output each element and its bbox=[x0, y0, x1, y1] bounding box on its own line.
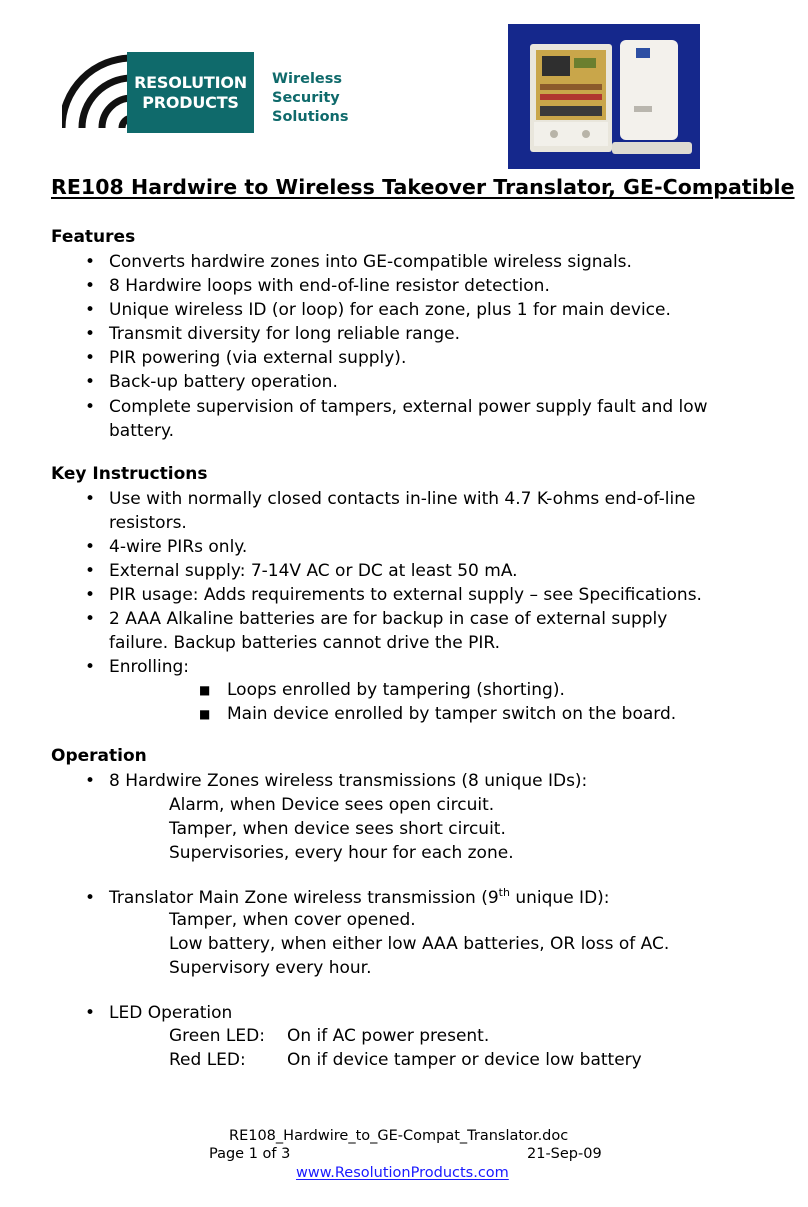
zones-line: Supervisories, every hour for each zone. bbox=[169, 843, 514, 863]
logo-line-1: RESOLUTION bbox=[134, 72, 247, 92]
square-bullet: ■ bbox=[199, 683, 211, 697]
led-value: On if AC power present. bbox=[287, 1026, 490, 1046]
product-photo bbox=[508, 24, 700, 169]
main-zone-line: Low battery, when either low AAA batteries, OR loss of AC. bbox=[169, 934, 670, 954]
led-label: Green LED: bbox=[169, 1026, 265, 1046]
feature-item: Complete supervision of tampers, external power supply fault and low bbox=[109, 397, 708, 417]
led-value: On if device tamper or device low battery bbox=[287, 1050, 642, 1070]
feature-item: 8 Hardwire loops with end-of-line resistor detection. bbox=[109, 276, 550, 296]
zones-line: Tamper, when device sees short circuit. bbox=[169, 819, 506, 839]
main-zone-heading-b: unique ID): bbox=[509, 888, 610, 908]
feature-item: Converts hardwire zones into GE-compatible wireless signals. bbox=[109, 252, 632, 272]
tagline-line: Solutions bbox=[272, 109, 349, 125]
footer-page: Page 1 of 3 bbox=[209, 1146, 291, 1162]
led-heading: LED Operation bbox=[109, 1003, 233, 1023]
bullet: • bbox=[85, 888, 96, 908]
feature-item: Transmit diversity for long reliable range. bbox=[109, 324, 461, 344]
instruction-item-continued: resistors. bbox=[109, 513, 187, 533]
bullet: • bbox=[85, 348, 96, 368]
footer-date: 21-Sep-09 bbox=[527, 1146, 602, 1162]
logo-waves-icon bbox=[62, 50, 134, 134]
bullet: • bbox=[85, 771, 96, 791]
document-title: RE108 Hardwire to Wireless Takeover Translator, GE-Compatible bbox=[51, 175, 795, 199]
bullet: • bbox=[85, 372, 96, 392]
tagline-line: Wireless bbox=[272, 71, 343, 87]
main-zone-line: Supervisory every hour. bbox=[169, 958, 372, 978]
instruction-item: PIR usage: Adds requirements to external supply – see Specifications. bbox=[109, 585, 702, 605]
company-logo bbox=[127, 52, 254, 133]
bullet: • bbox=[85, 657, 96, 677]
main-zone-heading-sup: th bbox=[498, 886, 510, 899]
bullet: • bbox=[85, 561, 96, 581]
main-zone-line: Tamper, when cover opened. bbox=[169, 910, 416, 930]
bullet: • bbox=[85, 300, 96, 320]
main-zone-heading-a: Translator Main Zone wireless transmission (9 bbox=[109, 888, 499, 908]
features-heading: Features bbox=[51, 227, 136, 247]
led-label: Red LED: bbox=[169, 1050, 246, 1070]
tagline-line: Security bbox=[272, 90, 340, 106]
key-instructions-heading: Key Instructions bbox=[51, 464, 208, 484]
feature-item-continued: battery. bbox=[109, 421, 175, 441]
instruction-item: Use with normally closed contacts in-line with 4.7 K-ohms end-of-line bbox=[109, 489, 696, 509]
enrolling-sub-item: Main device enrolled by tamper switch on the board. bbox=[227, 704, 677, 724]
square-bullet: ■ bbox=[199, 707, 211, 721]
bullet: • bbox=[85, 585, 96, 605]
zones-heading: 8 Hardwire Zones wireless transmissions (8 unique IDs): bbox=[109, 771, 588, 791]
logo-tagline bbox=[272, 70, 349, 127]
zones-line: Alarm, when Device sees open circuit. bbox=[169, 795, 495, 815]
bullet: • bbox=[85, 609, 96, 629]
bullet: • bbox=[85, 276, 96, 296]
enrolling-sub-item: Loops enrolled by tampering (shorting). bbox=[227, 680, 565, 700]
main-zone-heading bbox=[109, 886, 610, 910]
instruction-item: 2 AAA Alkaline batteries are for backup in case of external supply bbox=[109, 609, 668, 629]
bullet: • bbox=[85, 397, 96, 417]
footer-filename: RE108_Hardwire_to_GE-Compat_Translator.doc bbox=[229, 1128, 569, 1144]
bullet: • bbox=[85, 324, 96, 344]
bullet: • bbox=[85, 252, 96, 272]
instruction-item-continued: failure. Backup batteries cannot drive the PIR. bbox=[109, 633, 501, 653]
instruction-item: External supply: 7-14V AC or DC at least 50 mA. bbox=[109, 561, 518, 581]
bullet: • bbox=[85, 1003, 96, 1023]
footer-website-link[interactable]: www.ResolutionProducts.com bbox=[296, 1165, 509, 1181]
logo-line-2: PRODUCTS bbox=[142, 92, 239, 112]
operation-heading: Operation bbox=[51, 746, 147, 766]
feature-item: Unique wireless ID (or loop) for each zone, plus 1 for main device. bbox=[109, 300, 671, 320]
feature-item: Back-up battery operation. bbox=[109, 372, 338, 392]
feature-item: PIR powering (via external supply). bbox=[109, 348, 407, 368]
instruction-item: Enrolling: bbox=[109, 657, 189, 677]
bullet: • bbox=[85, 489, 96, 509]
bullet: • bbox=[85, 537, 96, 557]
instruction-item: 4-wire PIRs only. bbox=[109, 537, 248, 557]
